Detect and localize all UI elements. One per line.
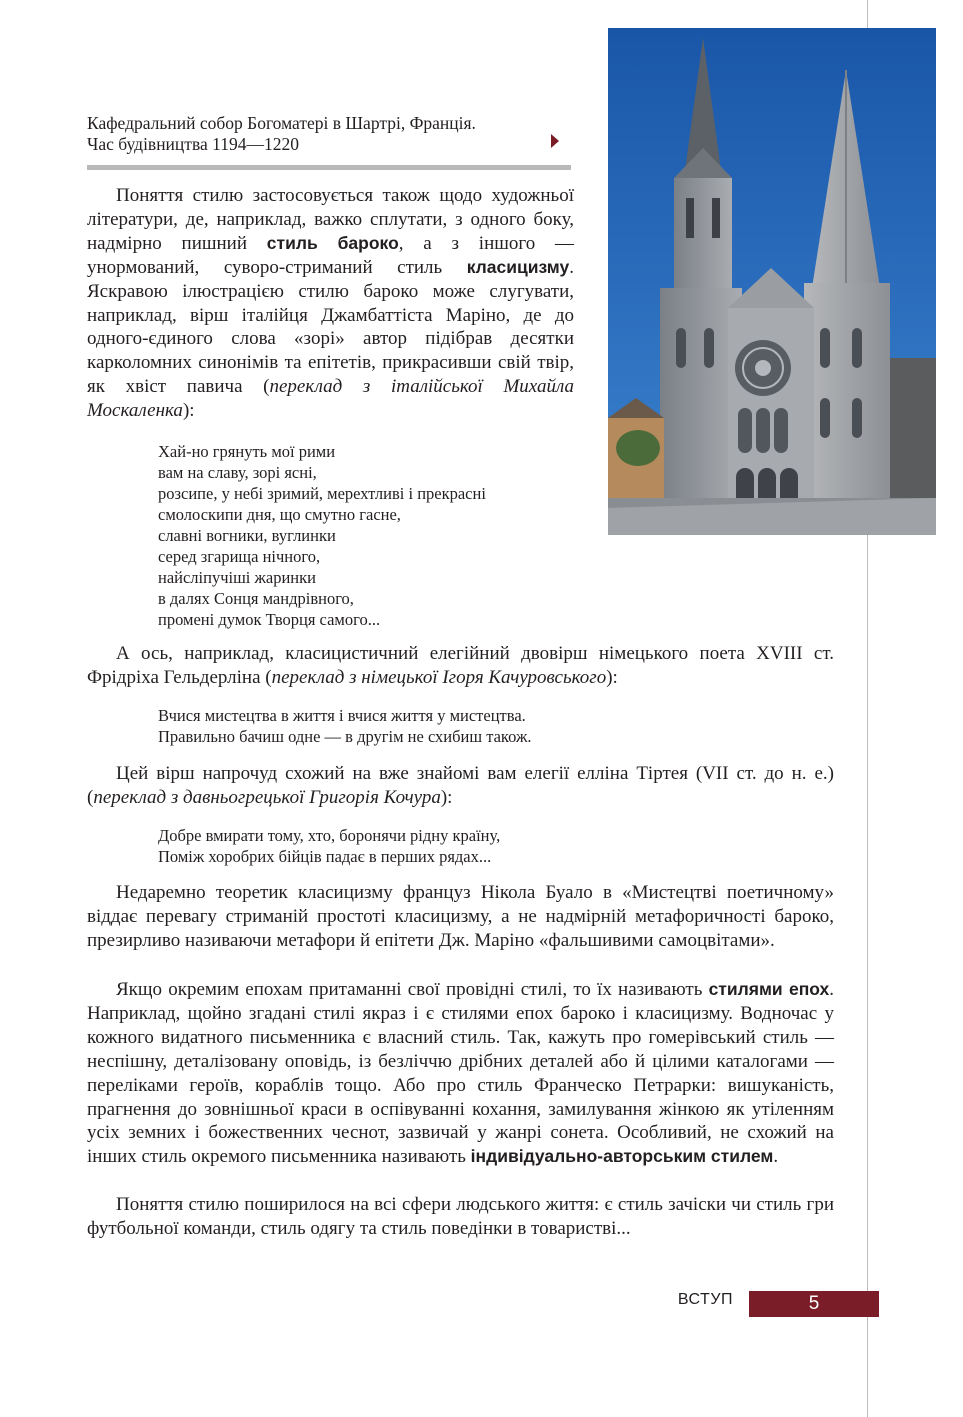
translation-credit: переклад з давньогрецької Григорія Кочура	[93, 786, 441, 808]
text: . Яскравою ілюстрацією стилю бароко може слугувати, наприклад, вірш італійця Джамбаттіста Маріно, де до одного-єдиного слова «зорі» автор підібрав десятки карколомних синонімів та епітетів, прикрасивши свій твір, як хвіст павича (	[87, 256, 574, 398]
verse-line: Поміж хоробрих бійців падає в перших рядах...	[158, 847, 492, 866]
poem-marino	[158, 441, 486, 630]
poem-holderlin	[158, 705, 531, 747]
text: .	[773, 1146, 779, 1168]
text: Цей вірш напрочуд схожий на вже знайомі вам елегії елліна Тіртея (VII ст. до н. е.) (	[87, 763, 834, 808]
text: Поняття стилю застосовується також щодо художньої літератури, де, наприклад, важко сплутати, з одного боку, надмірно пишний	[87, 185, 574, 254]
text: Недаремно теоретик класицизму француз Нікола Буало в «Мистецтві поетичному» віддає перевагу стриманій простоті класицизму, а не надмірній метафоричності бароко, презирливо називаючи метафори й епітети Дж. Маріно «фальшивими самоцвітами».	[87, 882, 834, 951]
verse-line: вам на славу, зорі ясні,	[158, 463, 317, 482]
verse-line: розсипе, у небі зримий, мерехтливі і прекрасні	[158, 484, 486, 503]
caption-line-1: Кафедральний собор Богоматері в Шартрі, Франція.	[87, 113, 476, 133]
term-baroque: стиль бароко	[266, 232, 399, 253]
text: Якщо окремим епохам притаманні свої провідні стилі, то їх називають	[116, 979, 709, 1000]
cathedral-photo	[608, 28, 936, 535]
text: ):	[440, 786, 453, 808]
verse-line: Добре вмирати тому, хто, боронячи рідну країну,	[158, 826, 501, 845]
term-author-style: індивідуально-авторським стилем	[470, 1146, 774, 1167]
verse-line: серед згарища нічного,	[158, 547, 321, 566]
verse-line: Правильно бачиш одне — в другім не схибиш також.	[158, 727, 532, 746]
text: ):	[606, 666, 618, 688]
paragraph-style-everyday	[87, 1193, 834, 1241]
text: ):	[182, 400, 195, 422]
verse-line: Вчися мистецтва в життя і вчися життя у мистецтва.	[158, 706, 526, 725]
caption-line-2: Час будівництва 1194—1220	[87, 134, 299, 154]
translation-credit: переклад з італійської Михайла Москаленка	[87, 376, 574, 422]
paragraph-tyrtaeus	[87, 762, 834, 810]
text: . Наприклад, щойно згадані стилі якраз і є стилями епох бароко і класицизму. Водночас у кожного видатного письменника є власний стиль. Так, кажуть про гомерівський стиль — неспішну, деталізовану оповідь, із безліччю дрібних деталей або й цілими каталогами — переліками героїв, кораблів тощо. Або про стиль Франческо Петрарки: вишуканість, прагнення до зовнішньої краси в оспівуванні кохання, замилування жінкою як утіленням усіх земних і божественних чеснот, зазвичай у жанрі сонета. Особливий, не схожий на інших стиль окремого письменника називають	[87, 979, 834, 1168]
paragraph-baroque	[87, 184, 574, 423]
caption-divider	[87, 165, 571, 170]
term-classicism: класицизму	[466, 256, 570, 277]
paragraph-epoch-styles	[87, 978, 834, 1169]
verse-line: славні вогники, вуглинки	[158, 526, 336, 545]
term-epoch-styles: стилями епох	[708, 979, 830, 999]
verse-line: Хай-но грянуть мої рими	[158, 442, 336, 461]
translation-credit: переклад з німецької Ігоря Качуровського	[271, 666, 607, 688]
verse-line: в далях Сонця мандрівного,	[158, 589, 354, 608]
verse-line: промені думок Творця самого...	[158, 610, 381, 629]
caption-arrow-icon	[551, 134, 559, 148]
text: Поняття стилю поширилося на всі сфери людського життя: є стиль зачіски чи стиль гри футбольної команди, стиль одягу та стиль поведінки в товаристві...	[87, 1194, 834, 1239]
verse-line: смолоскипи дня, що смутно гасне,	[158, 505, 401, 524]
paragraph-boileau	[87, 881, 834, 953]
page-number: 5	[749, 1291, 879, 1317]
paragraph-holderlin	[87, 642, 834, 690]
text: А ось, наприклад, класицистичний елегійний двовірш німецького поета XVIII ст. Фрідріха Гельдерліна (	[87, 643, 834, 688]
photo-caption	[87, 113, 557, 155]
verse-line: найсліпучіші жаринки	[158, 568, 316, 587]
poem-tyrtaeus	[158, 825, 500, 867]
text: , а з іншого — унормований, суворо-стриманий стиль	[87, 232, 574, 278]
section-label: ВСТУП	[677, 1291, 733, 1308]
